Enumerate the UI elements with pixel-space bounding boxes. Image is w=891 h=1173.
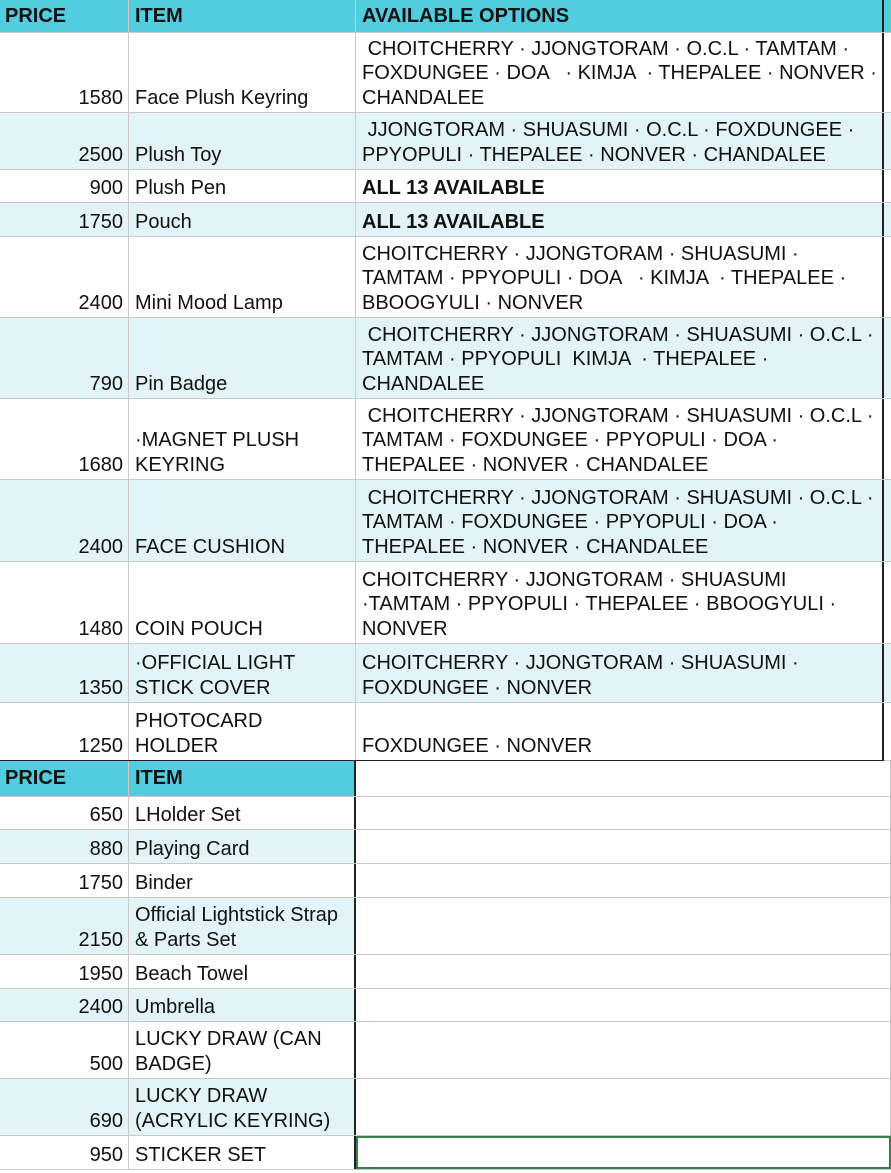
options-cell[interactable]	[356, 33, 884, 112]
item-cell-text: Mini Mood Lamp	[135, 291, 283, 314]
empty-cell[interactable]	[356, 830, 891, 863]
price-cell[interactable]	[0, 989, 129, 1021]
price-cell[interactable]	[0, 1136, 129, 1169]
options-cell-text: CHOITCHERRY · JJONGTORAM · SHUASUMI · FOXDUNGEE · NONVER	[362, 652, 805, 699]
price-cell[interactable]	[0, 1022, 129, 1078]
price-cell[interactable]	[0, 644, 129, 702]
table-row	[0, 480, 891, 562]
header-price-text: PRICE	[5, 767, 67, 790]
options-cell[interactable]	[356, 480, 884, 561]
options-cell[interactable]	[356, 170, 884, 202]
empty-cell[interactable]	[356, 989, 891, 1021]
header-price[interactable]	[0, 761, 129, 796]
price-cell-text: 1680	[78, 453, 123, 476]
price-cell-text: 1950	[78, 962, 123, 985]
price-cell-text: 790	[89, 372, 123, 395]
price-cell-text: 880	[89, 837, 123, 860]
price-cell-text: 2400	[78, 535, 123, 558]
item-cell-text: FACE CUSHION	[135, 535, 286, 558]
price-cell-text: 1480	[78, 617, 123, 640]
table2-header-row	[0, 761, 891, 797]
item-cell[interactable]	[129, 955, 356, 988]
price-cell-text: 900	[89, 176, 123, 199]
item-cell-text: PHOTOCARD HOLDER	[135, 710, 268, 757]
item-cell-text: Binder	[135, 871, 193, 894]
item-cell[interactable]	[129, 113, 356, 169]
options-cell[interactable]	[356, 399, 884, 479]
options-cell-text: ALL 13 AVAILABLE	[362, 210, 545, 233]
table-row	[0, 644, 891, 703]
price-cell-text: 1750	[78, 210, 123, 233]
options-cell[interactable]	[356, 644, 884, 702]
table-row	[0, 797, 891, 830]
header-options-text: AVAILABLE OPTIONS	[362, 4, 570, 27]
item-cell-text: Umbrella	[135, 995, 216, 1018]
price-cell[interactable]	[0, 797, 129, 829]
table-row	[0, 830, 891, 864]
price-cell[interactable]	[0, 113, 129, 169]
item-cell-text: ·MAGNET PLUSH KEYRING	[135, 429, 305, 476]
item-cell[interactable]	[129, 989, 356, 1021]
item-cell[interactable]	[129, 562, 356, 643]
options-cell[interactable]	[356, 237, 884, 317]
table-row	[0, 1136, 891, 1170]
options-cell[interactable]	[356, 318, 884, 398]
item-cell[interactable]	[129, 797, 356, 829]
options-cell-text: CHOITCHERRY · JJONGTORAM · SHUASUMI · O.C.L · TAMTAM · PPYOPULI KIMJA · THEPALEE · CHANDALEE	[362, 323, 879, 395]
item-cell[interactable]	[129, 170, 356, 202]
item-cell[interactable]	[129, 644, 356, 702]
item-cell[interactable]	[129, 33, 356, 112]
header-price[interactable]	[0, 0, 129, 32]
price-cell[interactable]	[0, 1079, 129, 1135]
price-cell[interactable]	[0, 864, 129, 897]
table-row	[0, 864, 891, 898]
empty-cell[interactable]	[356, 797, 891, 829]
item-cell-text: Pin Badge	[135, 372, 228, 395]
price-cell[interactable]	[0, 562, 129, 643]
empty-cell[interactable]	[356, 955, 891, 988]
empty-cell[interactable]	[356, 1079, 891, 1135]
item-cell-text: LHolder Set	[135, 803, 241, 826]
price-cell[interactable]	[0, 170, 129, 202]
table-row	[0, 33, 891, 113]
price-cell[interactable]	[0, 318, 129, 398]
header-price-text: PRICE	[5, 4, 67, 27]
options-cell-text: FOXDUNGEE · NONVER	[362, 734, 593, 757]
options-cell-text: CHOITCHERRY · JJONGTORAM · SHUASUMI · TAMTAM · PPYOPULI · DOA · KIMJA · THEPALEE · BBOOGYULI · NONVER	[362, 242, 852, 314]
price-cell-text: 1580	[78, 86, 123, 109]
item-cell-text: STICKER SET	[135, 1143, 267, 1166]
empty-cell[interactable]	[356, 1136, 891, 1169]
table-row	[0, 237, 891, 318]
item-cell[interactable]	[129, 480, 356, 561]
price-cell-text: 2150	[78, 928, 123, 951]
price-cell-text: 690	[89, 1109, 123, 1132]
table-row	[0, 1022, 891, 1079]
table-row	[0, 562, 891, 644]
empty-cell[interactable]	[356, 864, 891, 897]
header-item-text: ITEM	[135, 767, 183, 790]
price-cell-text: 650	[89, 803, 123, 826]
item-cell[interactable]	[129, 399, 356, 479]
price-cell-text: 950	[89, 1143, 123, 1166]
table-row	[0, 703, 891, 761]
item-cell[interactable]	[129, 237, 356, 317]
item-cell-text: Plush Toy	[135, 143, 222, 166]
price-cell[interactable]	[0, 955, 129, 988]
price-cell[interactable]	[0, 237, 129, 317]
price-cell-text: 1750	[78, 871, 123, 894]
options-cell-text: ALL 13 AVAILABLE	[362, 176, 545, 199]
table-row	[0, 898, 891, 955]
options-cell[interactable]	[356, 562, 884, 643]
price-cell[interactable]	[0, 33, 129, 112]
item-cell-text: Playing Card	[135, 837, 250, 860]
options-cell-text: CHOITCHERRY · JJONGTORAM · SHUASUMI ·TAMTAM · PPYOPULI · THEPALEE · BBOOGYULI · NONVER	[362, 568, 842, 640]
table1-header-row	[0, 0, 891, 33]
item-cell[interactable]	[129, 1079, 356, 1135]
options-cell[interactable]	[356, 703, 884, 760]
item-cell[interactable]	[129, 864, 356, 897]
price-cell[interactable]	[0, 898, 129, 954]
item-cell-text: Official Lightstick Strap & Parts Set	[135, 904, 344, 951]
item-cell-text: LUCKY DRAW (ACRYLIC KEYRING)	[135, 1085, 331, 1132]
price-cell-text: 1350	[78, 676, 123, 699]
table-row	[0, 170, 891, 203]
price-cell[interactable]	[0, 203, 129, 236]
table-row	[0, 318, 891, 399]
price-cell-text: 1250	[78, 734, 123, 757]
options-cell-text: JJONGTORAM · SHUASUMI · O.C.L · FOXDUNGEE · PPYOPULI · THEPALEE · NONVER · CHANDALEE	[362, 119, 860, 166]
table-row	[0, 1079, 891, 1136]
options-cell[interactable]	[356, 113, 884, 169]
item-cell-text: Plush Pen	[135, 176, 227, 199]
table-row	[0, 203, 891, 237]
price-cell[interactable]	[0, 480, 129, 561]
item-cell[interactable]	[129, 1022, 356, 1078]
empty-cell[interactable]	[356, 761, 891, 796]
options-cell[interactable]	[356, 203, 884, 236]
item-cell[interactable]	[129, 898, 356, 954]
options-cell-text: CHOITCHERRY · JJONGTORAM · SHUASUMI · O.C.L · TAMTAM · FOXDUNGEE · PPYOPULI · DOA · THEPALEE · NONVER · CHANDALEE	[362, 404, 879, 476]
item-cell-text: Beach Towel	[135, 962, 249, 985]
header-item-text: ITEM	[135, 4, 183, 27]
header-item[interactable]	[129, 761, 356, 796]
item-cell-text: LUCKY DRAW (CAN BADGE)	[135, 1028, 328, 1075]
item-cell[interactable]	[129, 318, 356, 398]
empty-cell[interactable]	[356, 1022, 891, 1078]
table-row	[0, 989, 891, 1022]
price-cell-text: 2400	[78, 291, 123, 314]
price-cell-text: 500	[89, 1052, 123, 1075]
item-cell-text: Face Plush Keyring	[135, 86, 309, 109]
price-cell[interactable]	[0, 399, 129, 479]
item-cell[interactable]	[129, 1136, 356, 1169]
item-cell-text: COIN POUCH	[135, 617, 263, 640]
header-options[interactable]	[356, 0, 884, 32]
price-cell[interactable]	[0, 703, 129, 760]
price-cell-text: 2400	[78, 995, 123, 1018]
table-row	[0, 113, 891, 170]
header-item[interactable]	[129, 0, 356, 32]
item-cell[interactable]	[129, 703, 356, 760]
options-cell-text: CHOITCHERRY · JJONGTORAM · O.C.L · TAMTAM · FOXDUNGEE · DOA · KIMJA · THEPALEE · NONVER · CHANDALEE	[362, 37, 883, 109]
item-cell[interactable]	[129, 830, 356, 863]
table-row	[0, 399, 891, 480]
table-row	[0, 955, 891, 989]
price-cell[interactable]	[0, 830, 129, 863]
options-cell-text: CHOITCHERRY · JJONGTORAM · SHUASUMI · O.C.L · TAMTAM · FOXDUNGEE · PPYOPULI · DOA · THEPALEE · NONVER · CHANDALEE	[362, 486, 879, 558]
item-cell-text: Pouch	[135, 210, 192, 233]
item-cell[interactable]	[129, 203, 356, 236]
price-cell-text: 2500	[78, 143, 123, 166]
empty-cell[interactable]	[356, 898, 891, 954]
item-cell-text: ·OFFICIAL LIGHT STICK COVER	[135, 652, 301, 699]
